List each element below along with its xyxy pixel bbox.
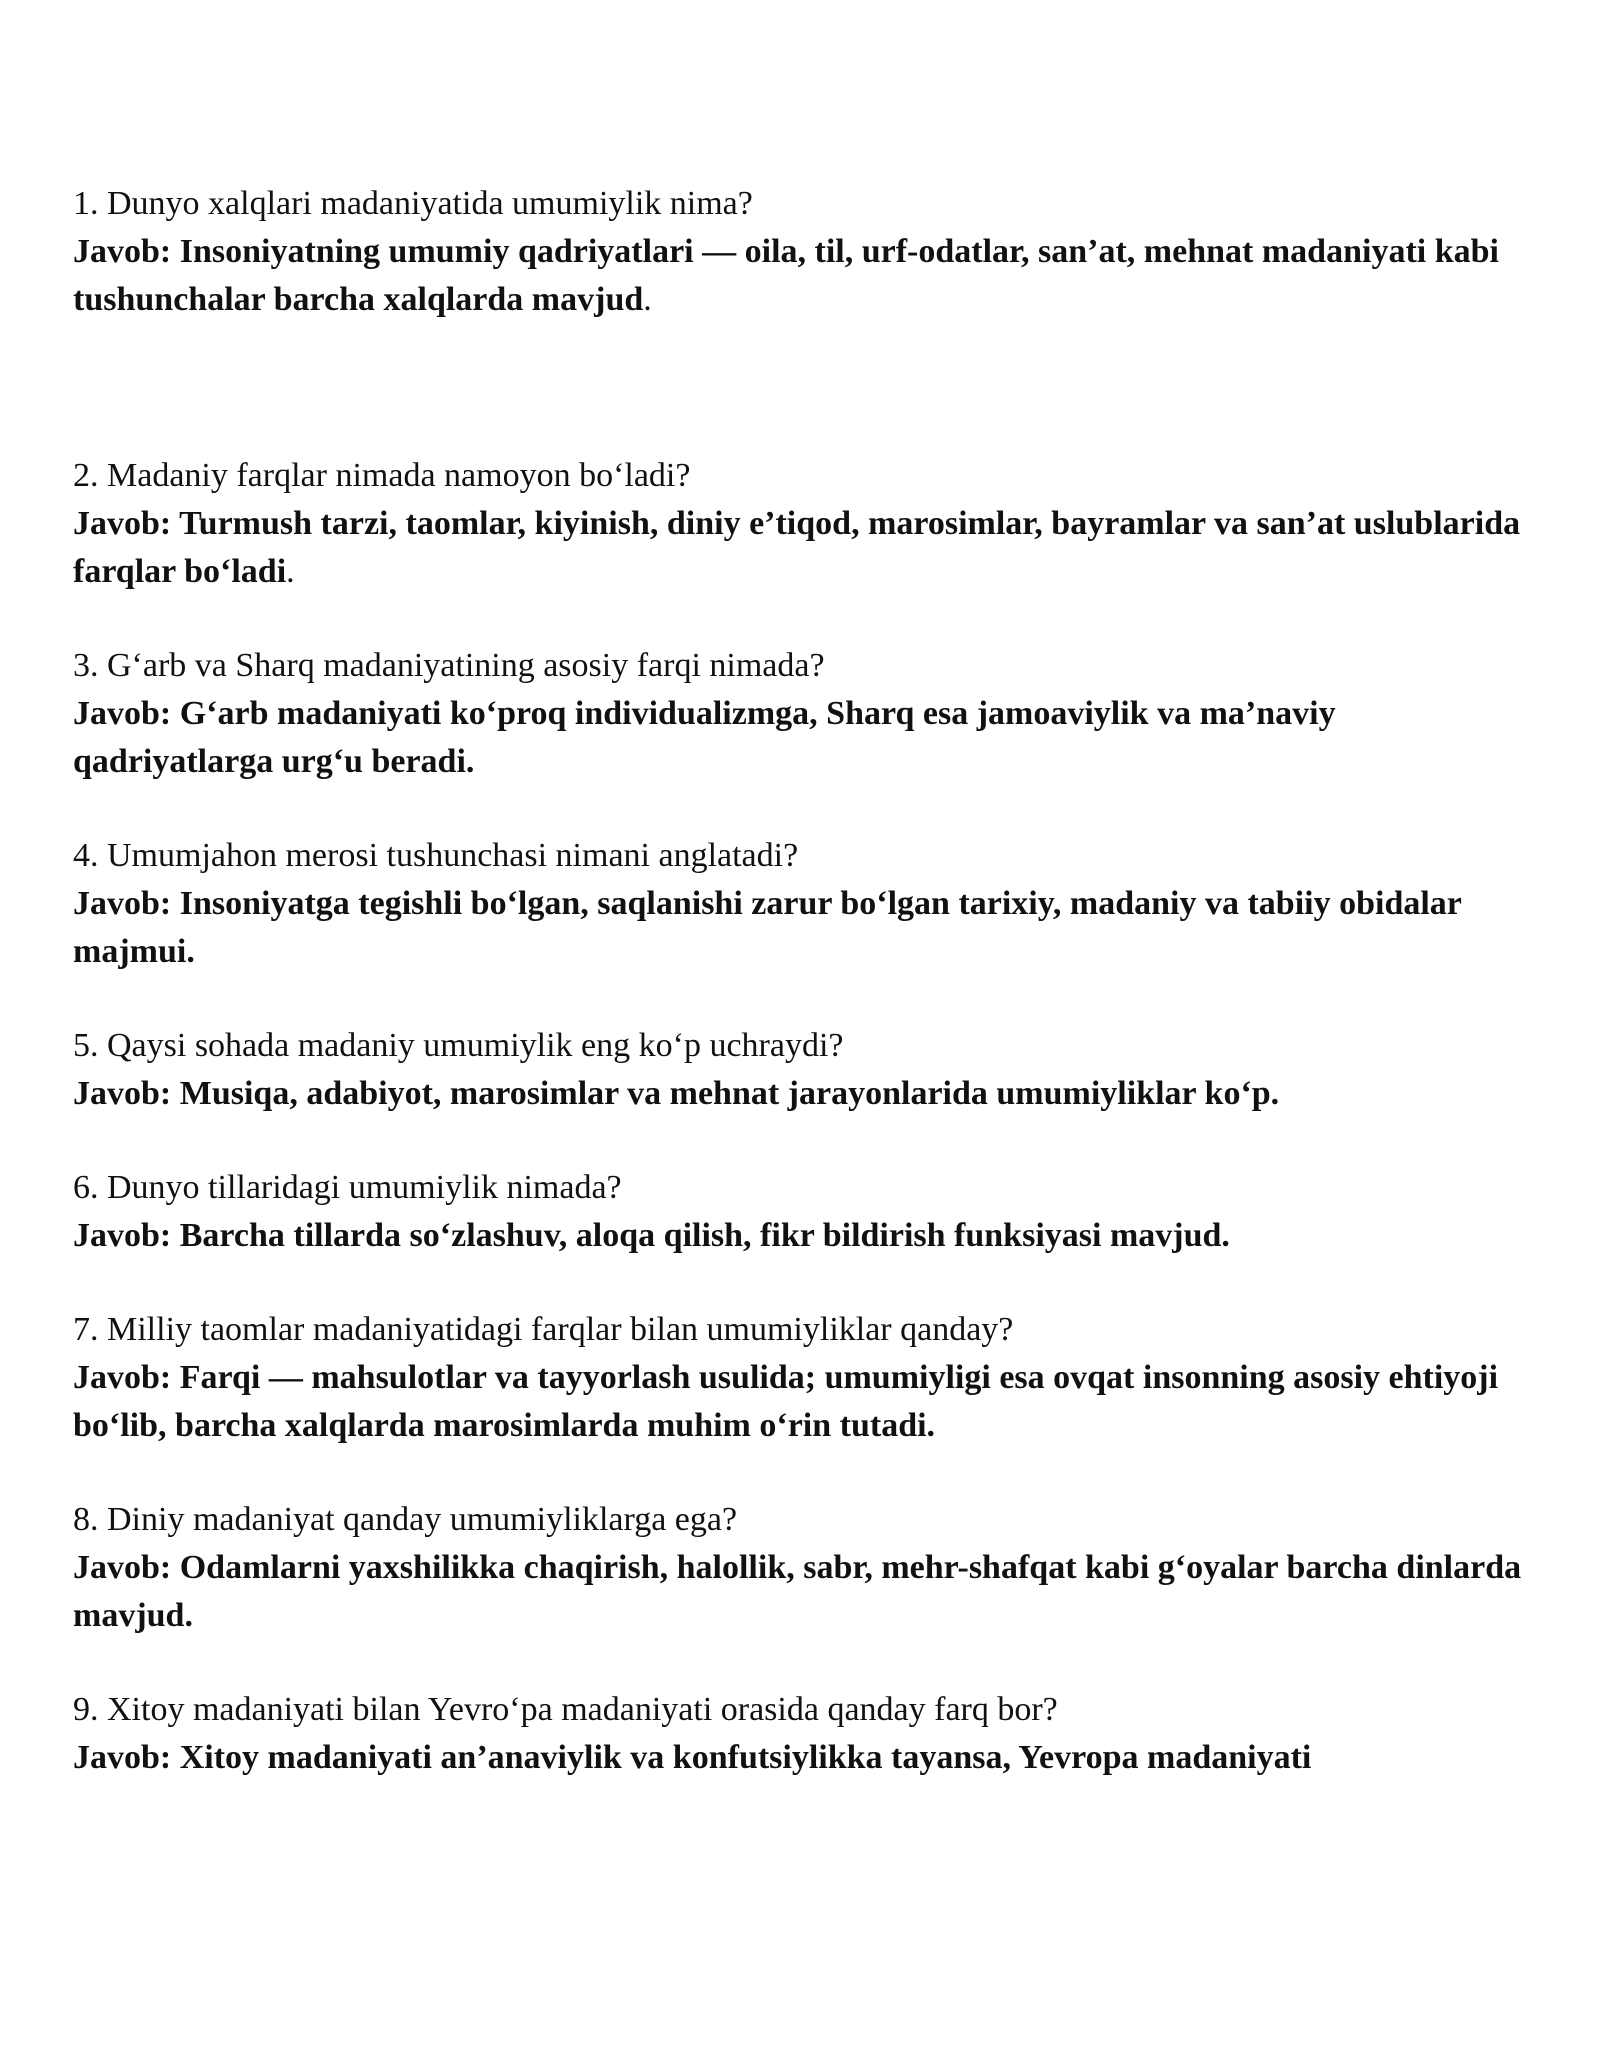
question-text: 5. Qaysi sohada madaniy umumiylik eng ko‘p uchraydi? [73, 1027, 844, 1064]
answer-body: Javob: Odamlarni yaxshilikka chaqirish, halollik, sabr, mehr-shafqat kabi g‘oyalar barcha dinlarda mavjud. [73, 1549, 1522, 1634]
qa-item-4 [73, 832, 1533, 976]
answer-body: Javob: Turmush tarzi, taomlar, kiyinish, diniy e’tiqod, marosimlar, bayramlar va san’at uslublarida farqlar bo‘ladi [73, 505, 1521, 590]
question-text: 2. Madaniy farqlar nimada namoyon bo‘ladi? [73, 457, 691, 494]
answer-text [73, 228, 1533, 324]
qa-item-3 [73, 642, 1533, 786]
question-text: 9. Xitoy madaniyati bilan Yevro‘pa madaniyati orasida qanday farq bor? [73, 1691, 1058, 1728]
answer-body: Javob: Xitoy madaniyati an’anaviylik va konfutsiylikka tayansa, Yevropa madaniyati [73, 1739, 1312, 1776]
qa-item-1 [73, 180, 1533, 324]
answer-text [73, 1734, 1533, 1782]
question-text: 8. Diniy madaniyat qanday umumiyliklarga ega? [73, 1501, 738, 1538]
answer-body: Javob: Musiqa, adabiyot, marosimlar va mehnat jarayonlarida umumiyliklar ko‘p. [73, 1075, 1280, 1112]
qa-item-6 [73, 1164, 1533, 1260]
answer-tail: . [286, 553, 295, 590]
qa-item-8 [73, 1496, 1533, 1640]
qa-item-9 [73, 1686, 1533, 1782]
question-text: 3. G‘arb va Sharq madaniyatining asosiy farqi nimada? [73, 647, 825, 684]
answer-body: Javob: G‘arb madaniyati ko‘proq individualizmga, Sharq esa jamoaviylik va ma’naviy qadriyatlarga urg‘u beradi. [73, 695, 1336, 780]
question-text: 4. Umumjahon merosi tushunchasi nimani anglatadi? [73, 837, 799, 874]
answer-text [73, 880, 1533, 976]
answer-text [73, 500, 1533, 596]
answer-body: Javob: Farqi — mahsulotlar va tayyorlash usulida; umumiyligi esa ovqat insonning asosiy ehtiyoji bo‘lib, barcha xalqlarda marosimlarda muhim o‘rin tutadi. [73, 1359, 1499, 1444]
question-text: 6. Dunyo tillaridagi umumiylik nimada? [73, 1169, 622, 1206]
answer-tail: . [643, 281, 652, 318]
qa-item-7 [73, 1306, 1533, 1450]
answer-body: Javob: Barcha tillarda so‘zlashuv, aloqa qilish, fikr bildirish funksiyasi mavjud. [73, 1217, 1230, 1254]
answer-text [73, 1070, 1533, 1118]
document-page [73, 180, 1533, 1828]
question-text: 1. Dunyo xalqlari madaniyatida umumiylik nima? [73, 185, 753, 222]
answer-text [73, 1354, 1533, 1450]
answer-text [73, 1544, 1533, 1640]
qa-item-5 [73, 1022, 1533, 1118]
question-text: 7. Milliy taomlar madaniyatidagi farqlar bilan umumiyliklar qanday? [73, 1311, 1014, 1348]
answer-text [73, 690, 1533, 786]
answer-text [73, 1212, 1533, 1260]
answer-body: Javob: Insoniyatga tegishli bo‘lgan, saqlanishi zarur bo‘lgan tarixiy, madaniy va tabiiy obidalar majmui. [73, 885, 1462, 970]
qa-item-2 [73, 452, 1533, 596]
answer-body: Javob: Insoniyatning umumiy qadriyatlari — oila, til, urf-odatlar, san’at, mehnat madaniyati kabi tushunchalar barcha xalqlarda mavjud [73, 233, 1499, 318]
